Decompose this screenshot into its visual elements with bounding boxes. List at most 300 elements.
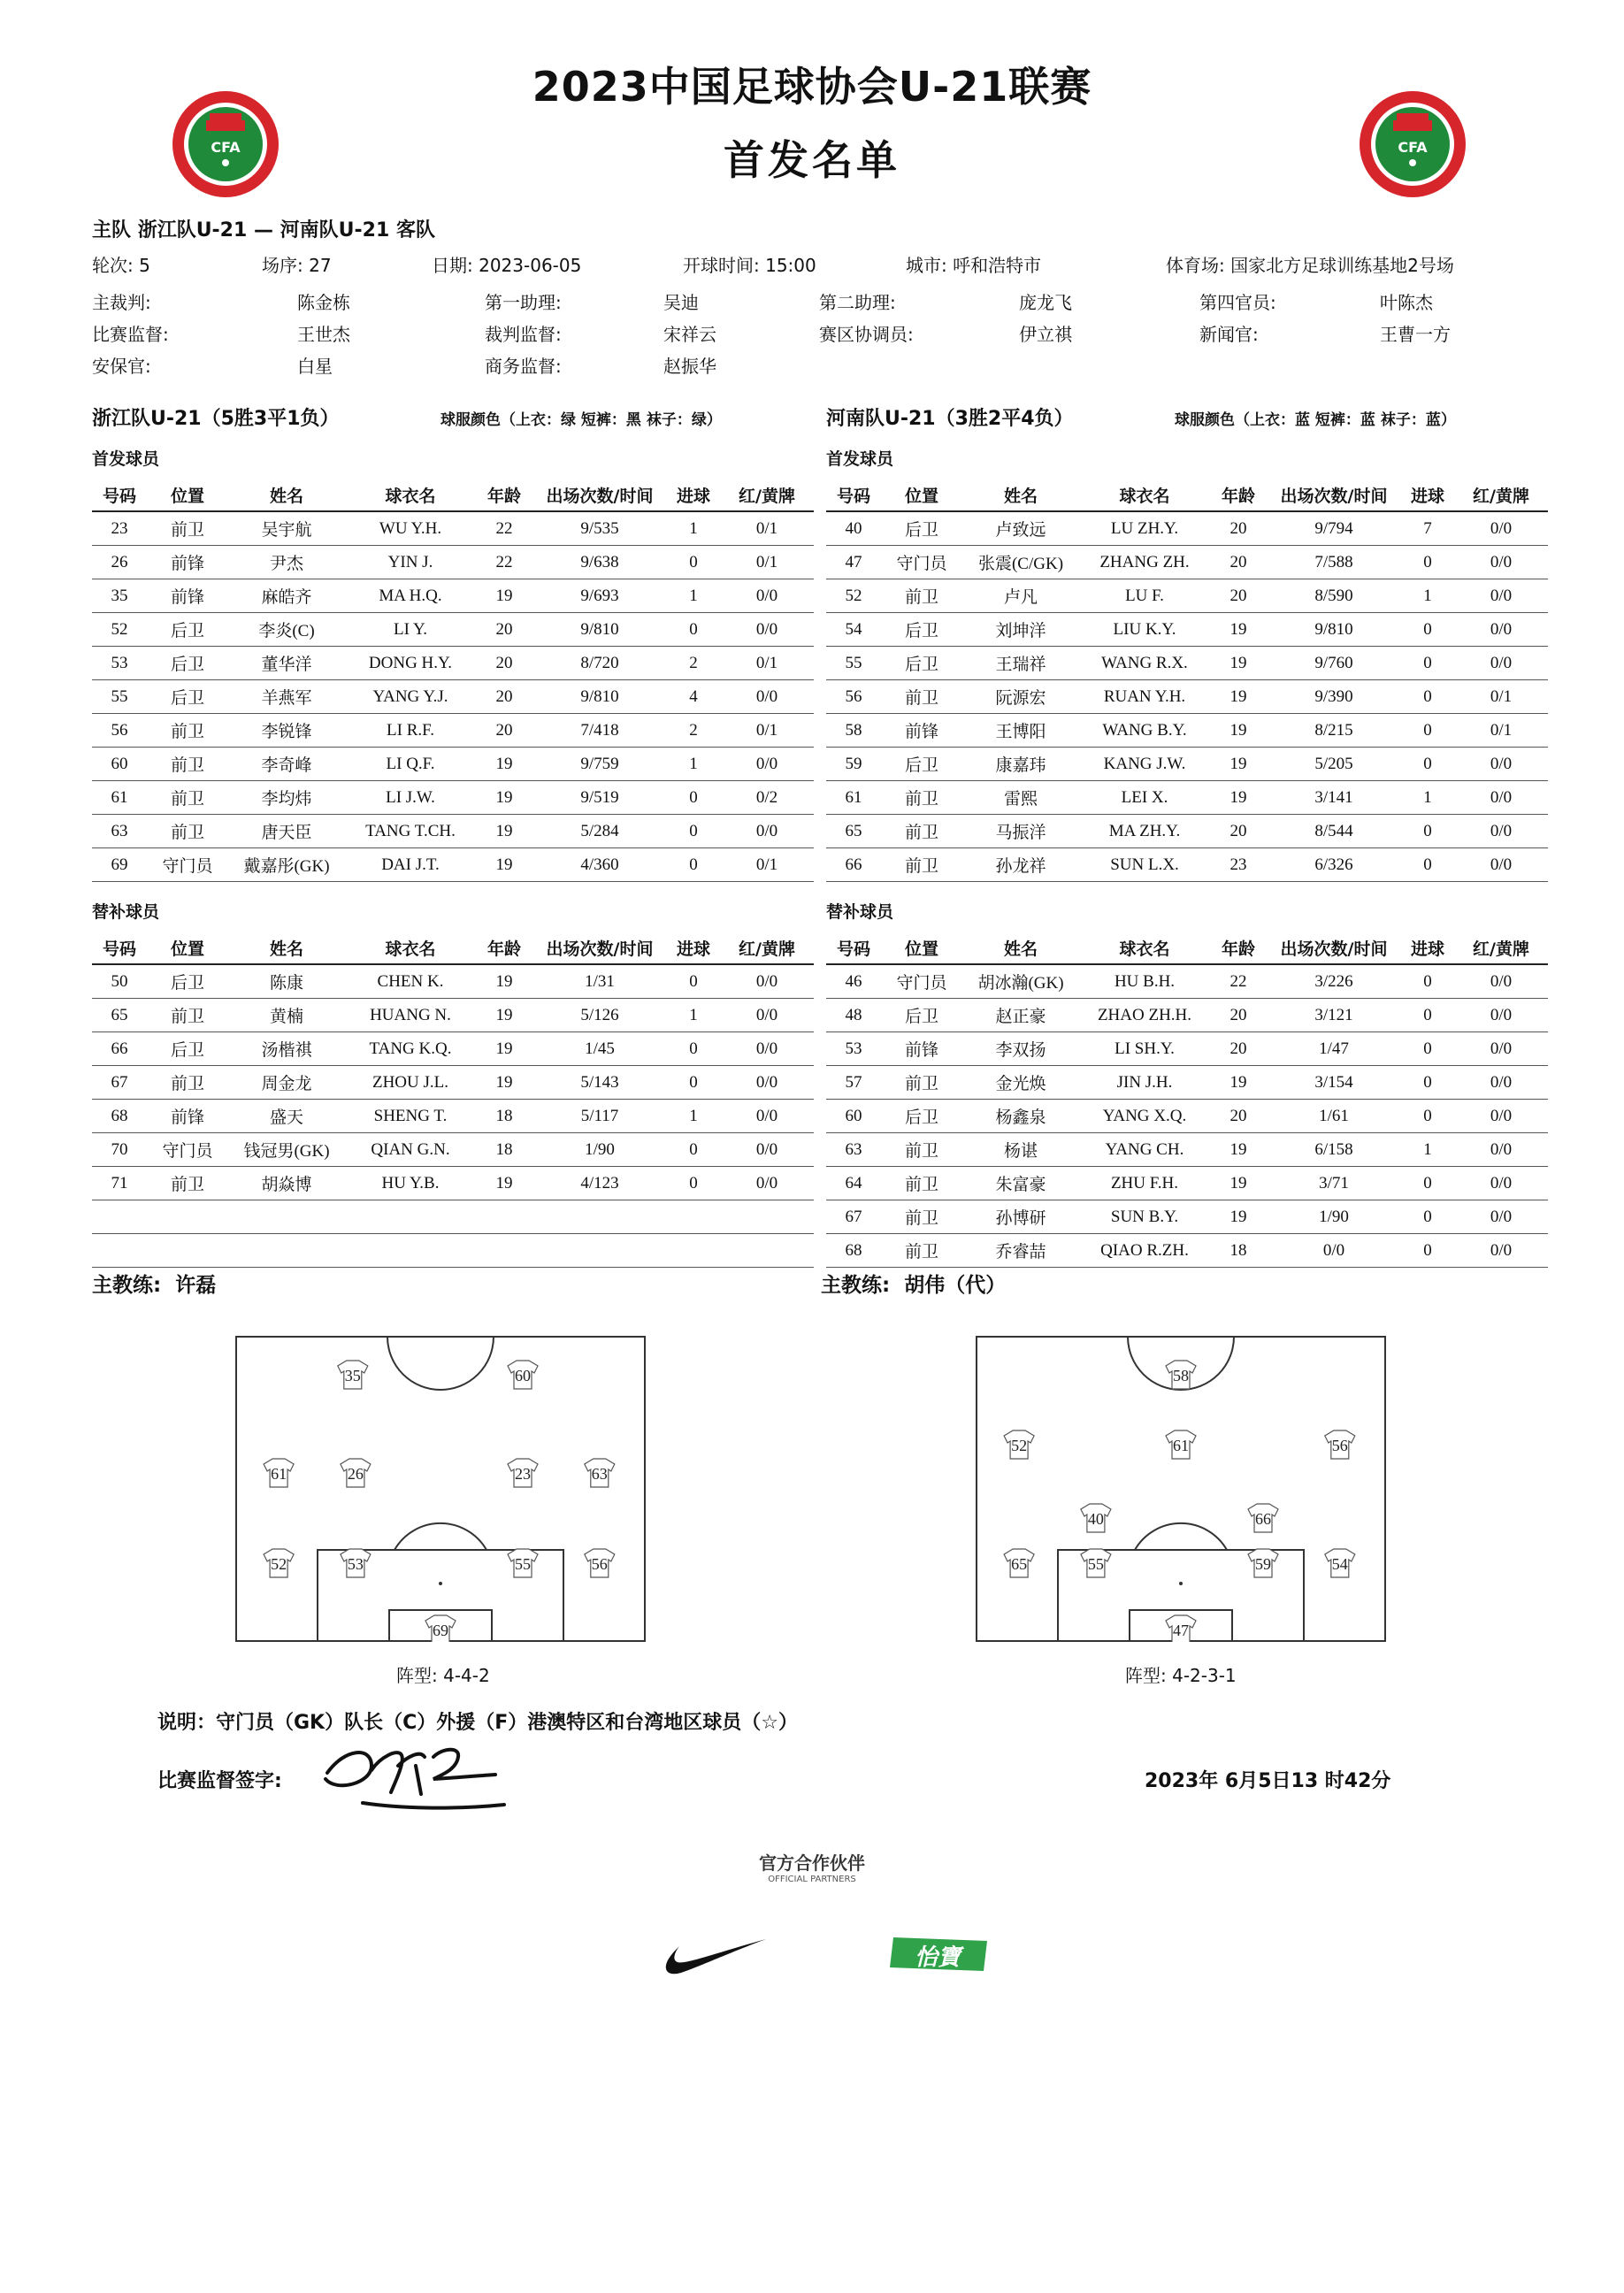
cell-age: 19	[1210, 1200, 1267, 1234]
cell-name: 朱富豪	[962, 1167, 1079, 1200]
official-value: 宋祥云	[663, 324, 716, 345]
cell-appearances: 4/123	[532, 1167, 667, 1200]
cell-appearances: 9/693	[532, 579, 667, 613]
player-jersey-icon	[264, 1549, 294, 1577]
cell-age: 19	[476, 964, 532, 999]
cell-number: 65	[826, 815, 881, 848]
cell-name: 戴嘉彤(GK)	[228, 848, 345, 882]
column-header-goals: 进球	[667, 479, 720, 511]
cell-age: 19	[476, 848, 532, 882]
cell-number: 52	[826, 579, 881, 613]
cell-shirt-name: RUAN Y.H.	[1079, 680, 1210, 714]
cell-number: 26	[92, 546, 147, 579]
cell-name: 李双扬	[962, 1032, 1079, 1066]
cell-age: 18	[1210, 1234, 1267, 1268]
table-row-empty	[92, 1200, 814, 1234]
jersey-number: 58	[1173, 1367, 1189, 1384]
cell-age: 19	[1210, 1066, 1267, 1100]
cell-appearances: 1/90	[532, 1133, 667, 1167]
cell-number: 53	[826, 1032, 881, 1066]
cell-position: 后卫	[147, 647, 228, 680]
cell-cards: 0/0	[1454, 1066, 1548, 1100]
cell-number: 66	[92, 1032, 147, 1066]
cell-name: 汤楷祺	[228, 1032, 345, 1066]
cell-shirt-name: MA ZH.Y.	[1079, 815, 1210, 848]
away-label: 客队	[395, 219, 435, 242]
table-row	[92, 714, 814, 748]
cell-age: 19	[1210, 1133, 1267, 1167]
cell-position: 前卫	[881, 1133, 962, 1167]
cell-appearances: 9/810	[532, 680, 667, 714]
cell-number: 58	[826, 714, 881, 748]
cell-shirt-name: WANG B.Y.	[1079, 714, 1210, 748]
home-lineup-pitch	[235, 1336, 646, 1642]
cell-age: 19	[1210, 714, 1267, 748]
cell-goals: 2	[667, 647, 720, 680]
cell-name: 李锐锋	[228, 714, 345, 748]
cell-shirt-name: DONG H.Y.	[345, 647, 476, 680]
player-jersey-icon	[585, 1459, 615, 1487]
cell-appearances: 8/590	[1267, 579, 1401, 613]
cell-goals: 0	[1401, 680, 1454, 714]
cell-appearances: 9/810	[532, 613, 667, 647]
cell-age: 20	[1210, 999, 1267, 1032]
cell-empty	[228, 1234, 345, 1268]
cell-appearances: 5/117	[532, 1100, 667, 1133]
cell-number: 56	[92, 714, 147, 748]
cell-goals: 0	[667, 781, 720, 815]
cell-goals: 0	[1401, 815, 1454, 848]
svg-text:CFA: CFA	[1398, 139, 1428, 156]
cell-name: 王博阳	[962, 714, 1079, 748]
player-jersey-icon	[341, 1549, 371, 1577]
player-jersey-icon	[1325, 1549, 1355, 1577]
cell-cards: 0/1	[720, 546, 814, 579]
player-jersey-icon	[585, 1549, 615, 1577]
cell-empty	[345, 1200, 476, 1234]
cell-cards: 0/0	[1454, 815, 1548, 848]
cell-number: 61	[92, 781, 147, 815]
column-header-number: 号码	[92, 479, 147, 511]
jersey-number: 54	[1331, 1555, 1348, 1573]
column-header-name: 姓名	[962, 479, 1079, 511]
cell-goals: 0	[1401, 546, 1454, 579]
cell-number: 55	[92, 680, 147, 714]
home-team-title: 浙江队U-21（5胜3平1负）	[92, 408, 340, 430]
nike-swoosh-icon	[662, 1934, 768, 1983]
cell-cards: 0/0	[1454, 579, 1548, 613]
cell-cards: 0/1	[1454, 714, 1548, 748]
column-header-goals: 进球	[1401, 932, 1454, 964]
official-value: 赵振华	[663, 356, 716, 377]
player-jersey-icon	[1248, 1549, 1278, 1577]
jersey-number: 59	[1255, 1555, 1271, 1573]
cell-goals: 0	[667, 848, 720, 882]
cell-empty	[667, 1200, 720, 1234]
cell-goals: 0	[1401, 1032, 1454, 1066]
cell-empty	[720, 1200, 814, 1234]
cell-goals: 0	[1401, 1100, 1454, 1133]
cell-position: 前卫	[881, 579, 962, 613]
cell-appearances: 3/71	[1267, 1167, 1401, 1200]
cell-shirt-name: LI SH.Y.	[1079, 1032, 1210, 1066]
table-row	[826, 546, 1548, 579]
column-header-position: 位置	[147, 479, 228, 511]
table-row	[826, 1066, 1548, 1100]
cell-shirt-name: YANG X.Q.	[1079, 1100, 1210, 1133]
cell-goals: 0	[1401, 647, 1454, 680]
cell-shirt-name: HUANG N.	[345, 999, 476, 1032]
signature-label: 比赛监督签字:	[157, 1770, 282, 1792]
table-row	[826, 1100, 1548, 1133]
jersey-number: 60	[515, 1367, 531, 1384]
table-row	[826, 964, 1548, 999]
away-starters-label: 首发球员	[826, 449, 894, 469]
column-header-number: 号码	[826, 479, 881, 511]
official-value: 王世杰	[297, 324, 350, 345]
cell-goals: 0	[1401, 1234, 1454, 1268]
cell-position: 前卫	[147, 1167, 228, 1200]
partners-subtitle: OFFICIAL PARTNERS	[768, 1875, 856, 1884]
cell-position: 前卫	[881, 781, 962, 815]
cell-age: 19	[1210, 748, 1267, 781]
table-row	[92, 815, 814, 848]
cell-goals: 0	[1401, 714, 1454, 748]
table-row	[826, 647, 1548, 680]
player-jersey-icon	[338, 1361, 368, 1389]
cell-shirt-name: LI Y.	[345, 613, 476, 647]
cell-cards: 0/0	[720, 1066, 814, 1100]
cell-appearances: 9/390	[1267, 680, 1401, 714]
cell-cards: 0/0	[1454, 647, 1548, 680]
table-row	[826, 748, 1548, 781]
cell-position: 前卫	[147, 815, 228, 848]
cell-name: 卢凡	[962, 579, 1079, 613]
cell-goals: 1	[1401, 579, 1454, 613]
official-value: 陈金栋	[297, 292, 350, 313]
cell-name: 杨谌	[962, 1133, 1079, 1167]
home-formation: 阵型: 4-4-2	[396, 1665, 490, 1686]
cell-empty	[147, 1200, 228, 1234]
away-lineup-pitch	[976, 1336, 1386, 1642]
cell-age: 19	[476, 781, 532, 815]
table-row	[826, 781, 1548, 815]
column-header-age: 年龄	[476, 932, 532, 964]
cell-name: 雷熙	[962, 781, 1079, 815]
cell-position: 前锋	[881, 1032, 962, 1066]
cell-appearances: 8/544	[1267, 815, 1401, 848]
cell-position: 后卫	[881, 748, 962, 781]
cell-goals: 0	[667, 1133, 720, 1167]
cell-shirt-name: LU ZH.Y.	[1079, 511, 1210, 546]
cell-position: 前卫	[147, 781, 228, 815]
table-row	[92, 781, 814, 815]
column-header-shirt-name: 球衣名	[345, 479, 476, 511]
jersey-number: 47	[1173, 1622, 1189, 1639]
jersey-number: 63	[591, 1465, 608, 1483]
table-header-row	[826, 479, 1548, 511]
info-city: 城市: 呼和浩特市	[906, 255, 1042, 276]
cell-number: 63	[92, 815, 147, 848]
cell-name: 李奇峰	[228, 748, 345, 781]
cell-position: 前卫	[147, 748, 228, 781]
cell-cards: 0/0	[1454, 1167, 1548, 1200]
cell-cards: 0/1	[1454, 680, 1548, 714]
cell-shirt-name: SHENG T.	[345, 1100, 476, 1133]
cell-shirt-name: LI J.W.	[345, 781, 476, 815]
cell-cards: 0/0	[720, 964, 814, 999]
cell-shirt-name: HU Y.B.	[345, 1167, 476, 1200]
cell-position: 后卫	[147, 964, 228, 999]
cell-cards: 0/0	[720, 815, 814, 848]
cell-number: 47	[826, 546, 881, 579]
jersey-number: 52	[271, 1555, 287, 1573]
official-value: 王曹一方	[1380, 324, 1451, 345]
cell-position: 前卫	[881, 848, 962, 882]
cell-position: 后卫	[147, 1032, 228, 1066]
cell-name: 卢致远	[962, 511, 1079, 546]
cell-appearances: 6/326	[1267, 848, 1401, 882]
cell-goals: 0	[1401, 1066, 1454, 1100]
cell-appearances: 9/760	[1267, 647, 1401, 680]
official-value: 伊立祺	[1019, 324, 1072, 345]
cell-appearances: 0/0	[1267, 1234, 1401, 1268]
jersey-number: 26	[347, 1465, 364, 1483]
cell-position: 后卫	[881, 1100, 962, 1133]
table-row	[92, 1133, 814, 1167]
cell-number: 71	[92, 1167, 147, 1200]
legend-note: 说明：守门员（GK）队长（C）外援（F）港澳特区和台湾地区球员（☆）	[157, 1712, 799, 1734]
cell-name: 羊燕军	[228, 680, 345, 714]
cell-cards: 0/0	[720, 579, 814, 613]
cell-appearances: 3/154	[1267, 1066, 1401, 1100]
cell-goals: 1	[667, 999, 720, 1032]
cell-position: 前锋	[147, 1100, 228, 1133]
cell-shirt-name: KANG J.W.	[1079, 748, 1210, 781]
cell-number: 56	[826, 680, 881, 714]
cell-goals: 0	[1401, 613, 1454, 647]
cell-age: 20	[1210, 579, 1267, 613]
cell-cards: 0/0	[720, 1167, 814, 1200]
cell-cards: 0/0	[1454, 1133, 1548, 1167]
cell-goals: 4	[667, 680, 720, 714]
cell-shirt-name: ZHU F.H.	[1079, 1167, 1210, 1200]
cell-position: 前卫	[881, 1200, 962, 1234]
cell-name: 麻皓齐	[228, 579, 345, 613]
page-title: 2023中国足球协会U-21联赛	[532, 63, 1092, 111]
official-value: 叶陈杰	[1380, 292, 1433, 313]
table-row	[826, 1133, 1548, 1167]
away-coach: 主教练: 胡伟（代）	[821, 1274, 1007, 1297]
column-header-appearances: 出场次数/时间	[1267, 479, 1401, 511]
cell-position: 后卫	[147, 680, 228, 714]
cell-name: 孙博研	[962, 1200, 1079, 1234]
cell-age: 22	[1210, 964, 1267, 999]
cell-name: 黄楠	[228, 999, 345, 1032]
cell-name: 尹杰	[228, 546, 345, 579]
cell-name: 康嘉玮	[962, 748, 1079, 781]
info-stadium: 体育场: 国家北方足球训练基地2号场	[1166, 255, 1454, 276]
cell-cards: 0/0	[720, 1133, 814, 1167]
cell-age: 20	[476, 613, 532, 647]
column-header-number: 号码	[92, 932, 147, 964]
cell-appearances: 8/720	[532, 647, 667, 680]
home-label: 主队	[92, 219, 132, 242]
signed-datetime: 2023年 6月5日13 时42分	[1145, 1770, 1391, 1792]
cell-age: 23	[1210, 848, 1267, 882]
player-jersey-icon	[1166, 1361, 1196, 1389]
cell-age: 19	[1210, 1167, 1267, 1200]
cell-number: 23	[92, 511, 147, 546]
official-label: 新闻官:	[1199, 324, 1259, 345]
table-row	[826, 1167, 1548, 1200]
cell-position: 守门员	[881, 964, 962, 999]
cell-age: 19	[476, 579, 532, 613]
cell-name: 唐天臣	[228, 815, 345, 848]
player-jersey-icon	[425, 1615, 456, 1642]
cell-goals: 0	[1401, 999, 1454, 1032]
cestbon-logo	[888, 1932, 992, 1976]
cell-goals: 0	[667, 1167, 720, 1200]
cell-name: 孙龙祥	[962, 848, 1079, 882]
home-starters-label: 首发球员	[92, 449, 160, 469]
cell-age: 20	[476, 647, 532, 680]
home-team-name: 浙江队U-21	[137, 219, 248, 242]
cell-number: 60	[826, 1100, 881, 1133]
cell-number: 66	[826, 848, 881, 882]
cell-appearances: 9/535	[532, 511, 667, 546]
cell-appearances: 5/143	[532, 1066, 667, 1100]
cell-position: 前卫	[881, 815, 962, 848]
cell-appearances: 7/418	[532, 714, 667, 748]
cell-cards: 0/0	[720, 613, 814, 647]
column-header-cards: 红/黄牌	[720, 932, 814, 964]
cell-number: 65	[92, 999, 147, 1032]
cell-appearances: 5/126	[532, 999, 667, 1032]
cell-cards: 0/0	[720, 1032, 814, 1066]
cell-number: 68	[92, 1100, 147, 1133]
cell-shirt-name: YIN J.	[345, 546, 476, 579]
cell-goals: 0	[667, 546, 720, 579]
cfa-logo-right	[1355, 87, 1470, 202]
jersey-number: 56	[1331, 1437, 1348, 1454]
cell-cards: 0/0	[1454, 1234, 1548, 1268]
supervisor-signature	[310, 1730, 513, 1819]
player-jersey-icon	[1004, 1549, 1034, 1577]
cell-empty	[92, 1234, 147, 1268]
cell-shirt-name: ZHOU J.L.	[345, 1066, 476, 1100]
jersey-number: 55	[1087, 1555, 1104, 1573]
cell-number: 60	[92, 748, 147, 781]
table-row	[92, 680, 814, 714]
cell-cards: 0/0	[720, 999, 814, 1032]
cell-cards: 0/0	[720, 748, 814, 781]
info-match-no: 场序: 27	[262, 255, 332, 276]
cell-cards: 0/0	[1454, 964, 1548, 999]
home-coach: 主教练: 许磊	[92, 1274, 217, 1297]
cell-number: 68	[826, 1234, 881, 1268]
cell-age: 22	[476, 546, 532, 579]
match-line	[92, 215, 435, 242]
cell-shirt-name: WANG R.X.	[1079, 647, 1210, 680]
cestbon-brand-text: 怡寶	[914, 1944, 961, 1971]
cell-number: 64	[826, 1167, 881, 1200]
cell-position: 前锋	[147, 579, 228, 613]
cell-position: 后卫	[881, 999, 962, 1032]
cell-cards: 0/0	[1454, 1032, 1548, 1066]
official-value: 庞龙飞	[1019, 292, 1072, 313]
jersey-number: 61	[1173, 1437, 1189, 1454]
cell-goals: 0	[667, 1032, 720, 1066]
cell-name: 钱冠男(GK)	[228, 1133, 345, 1167]
cell-shirt-name: JIN J.H.	[1079, 1066, 1210, 1100]
cell-appearances: 3/121	[1267, 999, 1401, 1032]
jersey-number: 55	[515, 1555, 531, 1573]
cell-appearances: 9/519	[532, 781, 667, 815]
cell-appearances: 1/47	[1267, 1032, 1401, 1066]
cell-cards: 0/0	[1454, 511, 1548, 546]
player-jersey-icon	[341, 1459, 371, 1487]
official-label: 主裁判:	[92, 292, 151, 313]
player-jersey-icon	[1081, 1504, 1111, 1532]
cell-goals: 7	[1401, 511, 1454, 546]
column-header-cards: 红/黄牌	[720, 479, 814, 511]
cell-name: 李均炜	[228, 781, 345, 815]
cell-shirt-name: YANG Y.J.	[345, 680, 476, 714]
away-formation: 阵型: 4-2-3-1	[1125, 1665, 1237, 1686]
table-row	[92, 546, 814, 579]
cell-number: 54	[826, 613, 881, 647]
cell-goals: 2	[667, 714, 720, 748]
page-subtitle: 首发名单	[724, 136, 900, 184]
player-jersey-icon	[1166, 1430, 1196, 1459]
cell-cards: 0/0	[1454, 748, 1548, 781]
cell-goals: 0	[1401, 848, 1454, 882]
cell-goals: 0	[1401, 1167, 1454, 1200]
cell-name: 刘坤洋	[962, 613, 1079, 647]
cell-appearances: 1/45	[532, 1032, 667, 1066]
cell-cards: 0/0	[1454, 999, 1548, 1032]
cell-name: 李炎(C)	[228, 613, 345, 647]
cell-position: 前锋	[881, 714, 962, 748]
cell-appearances: 4/360	[532, 848, 667, 882]
cell-shirt-name: LI R.F.	[345, 714, 476, 748]
cell-number: 67	[826, 1200, 881, 1234]
cell-appearances: 9/638	[532, 546, 667, 579]
column-header-appearances: 出场次数/时间	[532, 932, 667, 964]
cfa-logo-left	[168, 87, 283, 202]
cell-name: 阮源宏	[962, 680, 1079, 714]
cell-shirt-name: LIU K.Y.	[1079, 613, 1210, 647]
jersey-number: 66	[1255, 1510, 1271, 1528]
cell-name: 金光焕	[962, 1066, 1079, 1100]
cell-number: 57	[826, 1066, 881, 1100]
away-team-name: 河南队U-21	[280, 219, 390, 242]
cell-number: 61	[826, 781, 881, 815]
cell-name: 张震(C/GK)	[962, 546, 1079, 579]
cell-goals: 1	[667, 511, 720, 546]
cell-shirt-name: CHEN K.	[345, 964, 476, 999]
cell-shirt-name: SUN B.Y.	[1079, 1200, 1210, 1234]
cell-shirt-name: QIAN G.N.	[345, 1133, 476, 1167]
cell-appearances: 9/794	[1267, 511, 1401, 546]
cell-appearances: 1/61	[1267, 1100, 1401, 1133]
table-row	[92, 999, 814, 1032]
official-label: 第二助理:	[819, 292, 896, 313]
cell-position: 后卫	[881, 613, 962, 647]
cell-name: 杨鑫泉	[962, 1100, 1079, 1133]
cell-goals: 1	[1401, 1133, 1454, 1167]
